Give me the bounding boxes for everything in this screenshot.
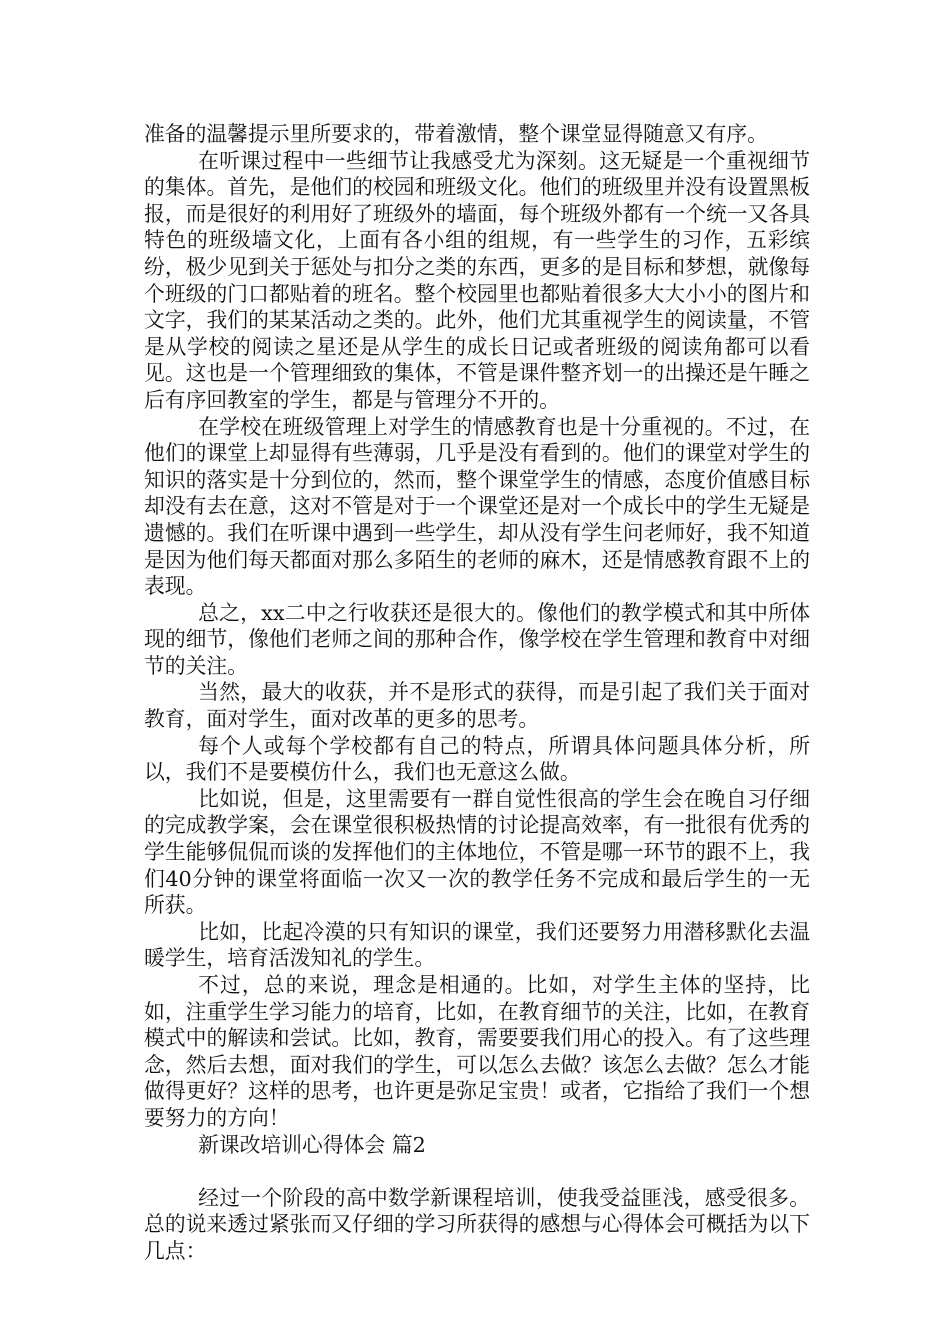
paragraph-6: 每个人或每个学校都有自己的特点，所谓具体问题具体分析，所以，我们不是要模仿什么，我们也无意这么做。 [144,733,810,785]
paragraph-7: 比如说，但是，这里需要有一群自觉性很高的学生会在晚自习仔细的完成教学案，会在课堂很积极热情的讨论提高效率，有一批很有优秀的学生能够侃侃而谈的发挥他们的主体地位，不管是哪一环节的跟不上，我们40分钟的课堂将面临一次又一次的教学任务不完成和最后学生的一无所获。 [144,786,810,918]
section-spacer [144,1158,810,1185]
document-body [144,121,810,1265]
section-heading: 新课改培训心得体会 篇2 [198,1132,426,1157]
paragraph-5: 当然，最大的收获，并不是形式的获得，而是引起了我们关于面对教育，面对学生，面对改革的更多的思考。 [144,680,810,732]
section2-paragraph-1: 经过一个阶段的高中数学新课程培训，使我受益匪浅，感受很多。总的说来透过紧张而又仔细的学习所获得的感想与心得体会可概括为以下几点： [144,1185,810,1263]
paragraph-4: 总之，xx二中之行收获还是很大的。像他们的教学模式和其中所体现的细节，像他们老师之间的那种合作，像学校在学生管理和教育中对细节的关注。 [144,600,810,678]
paragraph-9: 不过，总的来说，理念是相通的。比如，对学生主体的坚持，比如，注重学生学习能力的培育，比如，在教育细节的关注，比如，在教育模式中的解读和尝试。比如，教育，需要要我们用心的投入。有了这些理念，然后去想，面对我们的学生，可以怎么去做？该怎么去做？怎么才能做得更好？这样的思考，也许更是弥足宝贵！或者，它指给了我们一个想要努力的方向！ [144,973,810,1130]
paragraph-2: 在听课过程中一些细节让我感受尤为深刻。这无疑是一个重视细节的集体。首先，是他们的校园和班级文化。他们的班级里并没有设置黑板报，而是很好的利用好了班级外的墙面，每个班级外都有一个统一又各具特色的班级墙文化，上面有各小组的组规，有一些学生的习作，五彩缤纷，极少见到关于惩处与扣分之类的东西，更多的是目标和梦想，就像每个班级的门口都贴着的班名。整个校园里也都贴着很多大大小小的图片和文字，我们的某某活动之类的。此外，他们尤其重视学生的阅读量，不管是从学校的阅读之星还是从学生的成长日记或者班级的阅读角都可以看见。这也是一个管理细致的集体，不管是课件整齐划一的出操还是午睡之后有序回教室的学生，都是与管理分不开的。 [144,148,810,412]
paragraph-3: 在学校在班级管理上对学生的情感教育也是十分重视的。不过，在他们的课堂上却显得有些薄弱，几乎是没有看到的。他们的课堂对学生的知识的落实是十分到位的，然而，整个课堂学生的情感，态度价值感目标却没有去在意，这对不管是对于一个课堂还是对一个成长中的学生无疑是遗憾的。我们在听课中遇到一些学生，却从没有学生问老师好，我不知道是因为他们每天都面对那么多陌生的老师的麻木，还是情感教育跟不上的表现。 [144,414,810,599]
paragraph-8: 比如，比起冷漠的只有知识的课堂，我们还要努力用潜移默化去温暖学生，培育活泼知礼的学生。 [144,919,810,971]
paragraph-1: 准备的温馨提示里所要求的，带着激情，整个课堂显得随意又有序。 [144,122,768,146]
